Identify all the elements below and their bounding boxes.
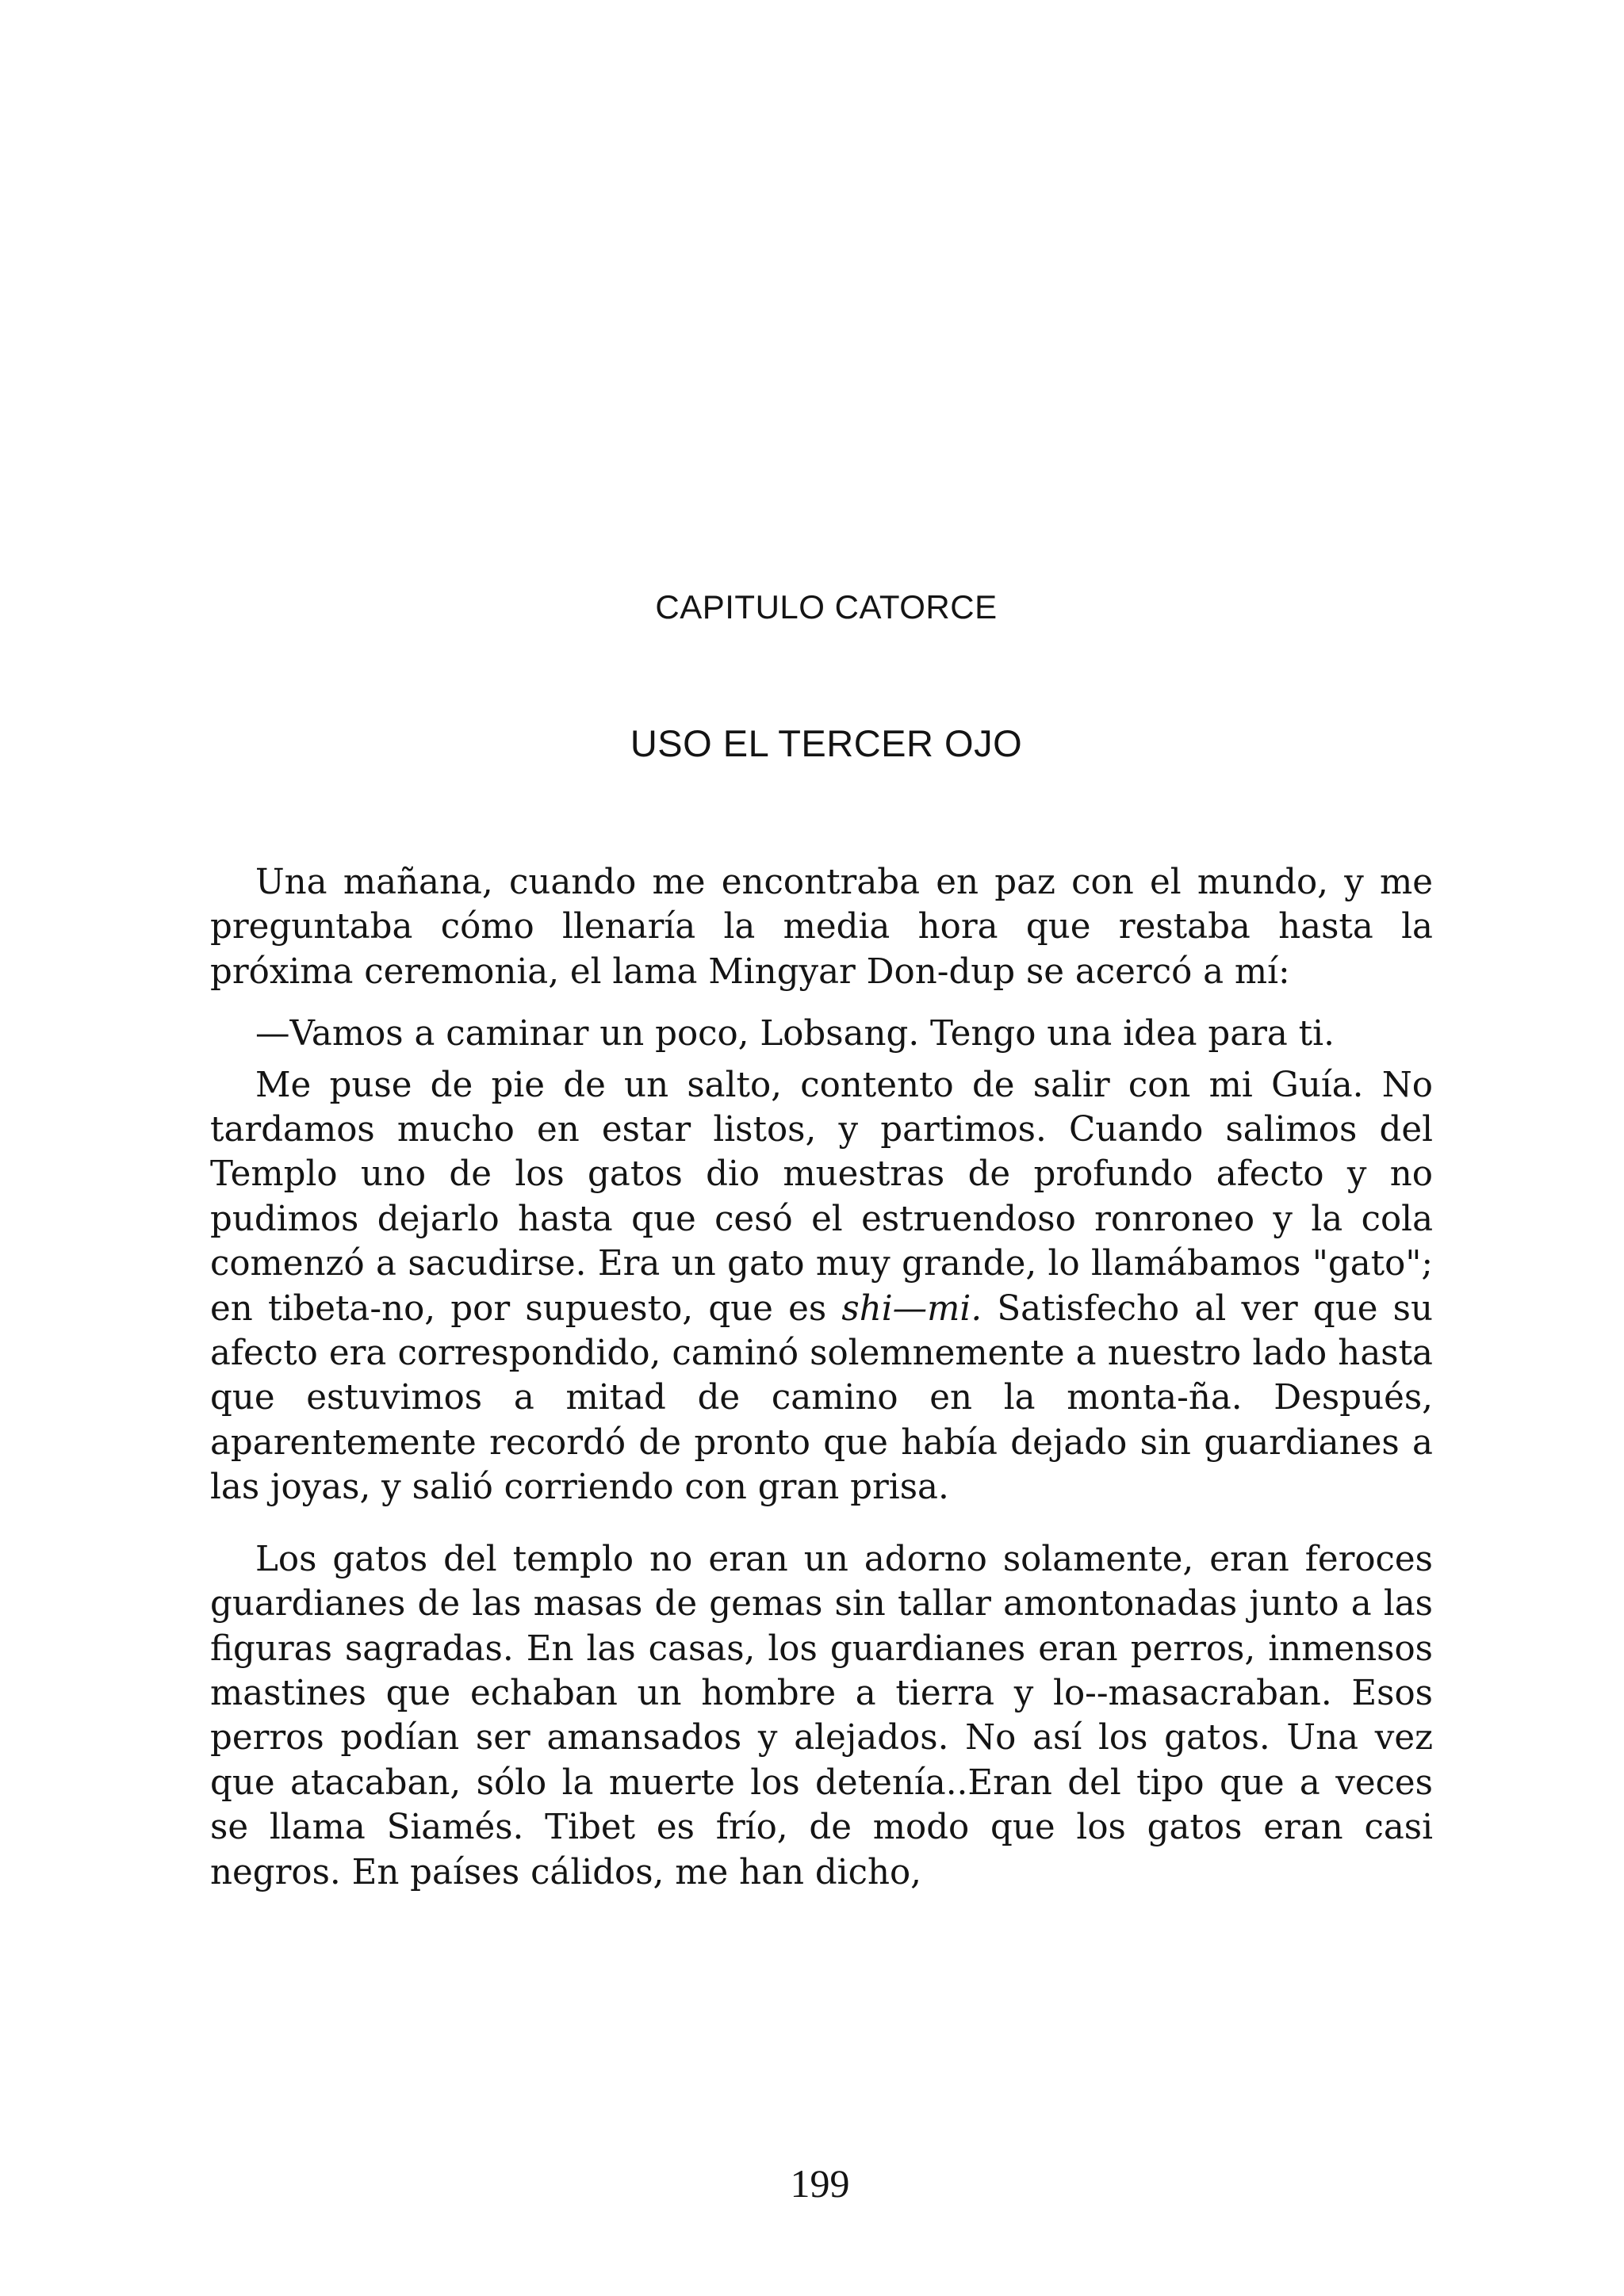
paragraph-3 bbox=[210, 1063, 1433, 1510]
paragraph-1: Una mañana, cuando me encontraba en paz con el mundo, y me preguntaba cómo llenaría la media hora que restaba hasta la próxima ceremonia, el lama Mingyar Don-dup se acercó a mí: bbox=[210, 863, 1433, 992]
paragraph-3-text-b: Satisfecho al ver que su afecto era correspondido, caminó solemnemente a nuestro lado hasta que estuvimos a mitad de camino en la monta-ña. Después, aparentemente recordó de pronto que había dejado sin guardianes a las joyas, y salió corriendo con gran prisa. bbox=[210, 1288, 1433, 1508]
paragraph-4: Los gatos del templo no eran un adorno solamente, eran feroces guardianes de las masas de gemas sin tallar amontonadas junto a las figuras sagradas. En las casas, los guardianes eran perros, inmensos mastines que echaban un hombre a tierra y lo--masacraban. Esos perros podían ser amansados y alejados. No así los gatos. Una vez que atacaban, sólo la muerte los detenía..Eran del tipo que a veces se llama Siamés. Tibet es frío, de modo que los gatos eran casi negros. En países cálidos, me han dicho, bbox=[210, 1539, 1433, 1892]
paragraph-3-text-a: Me puse de pie de un salto, contento de salir con mi Guía. No tardamos mucho en estar listos, y partimos. Cuando salimos del Templo uno de los gatos dio muestras de profundo afecto y no pudimos dejarlo hasta que cesó el estruendoso ronroneo y la cola comenzó a sacudirse. Era un gato muy grande, lo llamábamos "gato"; en tibeta-no, por supuesto, que es bbox=[210, 1065, 1433, 1329]
italic-word: shi—mi. bbox=[841, 1288, 982, 1329]
chapter-title: USO EL TERCER OJO bbox=[630, 722, 1023, 764]
chapter-label: CAPITULO CATORCE bbox=[655, 588, 998, 626]
paragraph-2: —Vamos a caminar un poco, Lobsang. Tengo una idea para ti. bbox=[255, 1014, 1335, 1054]
page-number: 199 bbox=[790, 2161, 850, 2206]
body-text bbox=[210, 860, 1433, 1895]
